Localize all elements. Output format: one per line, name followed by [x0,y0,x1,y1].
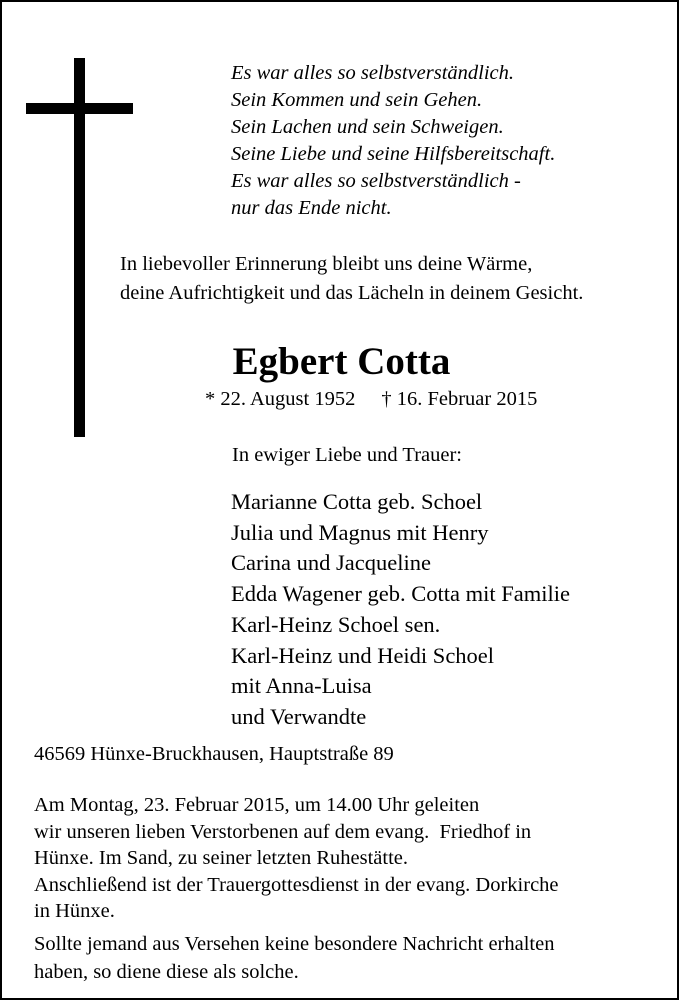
address: 46569 Hünxe-Bruckhausen, Hauptstraße 89 [34,743,394,765]
mourners-list [231,487,570,733]
memory-line: In liebevoller Erinnerung bleibt uns deine Wärme, [120,253,533,275]
deceased-name: Egbert Cotta [232,340,451,383]
mourner-name: Karl-Heinz Schoel sen. [231,611,441,637]
poem-line: Seine Liebe und seine Hilfsbereitschaft. [231,143,556,165]
closing-line: Sollte jemand aus Versehen keine besondere Nachricht erhalten [34,933,555,955]
life-dates [205,385,537,413]
mourner-name: Marianne Cotta geb. Schoel [231,489,483,514]
mourners-intro: In ewiger Liebe und Trauer: [232,444,462,466]
poem-line: Sein Lachen und sein Schweigen. [231,116,504,138]
mourner-name: Carina und Jacqueline [231,550,431,576]
poem-line: Sein Kommen und sein Gehen. [231,89,483,111]
poem-line: nur das Ende nicht. [231,197,392,219]
mourner-name: Karl-Heinz und Heidi Schoel [231,642,495,668]
funeral-details [34,792,559,925]
memory-text [120,250,583,308]
mourner-name: und Verwandte [231,703,367,729]
poem-line: Es war alles so selbstverständlich. [231,62,515,84]
mourner-name: Edda Wagener geb. Cotta mit Familie [231,581,570,607]
cross-horizontal-bar [26,103,133,114]
poem [231,60,555,222]
birth-date: * 22. August 1952 [205,388,356,410]
funeral-line: Am Montag, 23. Februar 2015, um 14.00 Uhr geleiten [34,794,480,816]
memory-line: deine Aufrichtigkeit und das Lächeln in deinem Gesicht. [120,282,584,304]
death-date: † 16. Februar 2015 [381,388,538,410]
closing-note [34,930,554,986]
poem-line: Es war alles so selbstverständlich - [231,170,521,192]
mourner-name: mit Anna-Luisa [231,673,372,699]
funeral-line: Anschließend ist der Trauergottesdienst in der evang. Dorkirche [34,873,559,896]
funeral-line: wir unseren lieben Verstorbenen auf dem evang. Friedhof in [34,820,532,843]
funeral-line: Hünxe. Im Sand, zu seiner letzten Ruhestätte. [34,847,409,869]
closing-line: haben, so diene diese als solche. [34,961,299,983]
mourner-name: Julia und Magnus mit Henry [231,519,489,545]
funeral-line: in Hünxe. [34,900,115,922]
